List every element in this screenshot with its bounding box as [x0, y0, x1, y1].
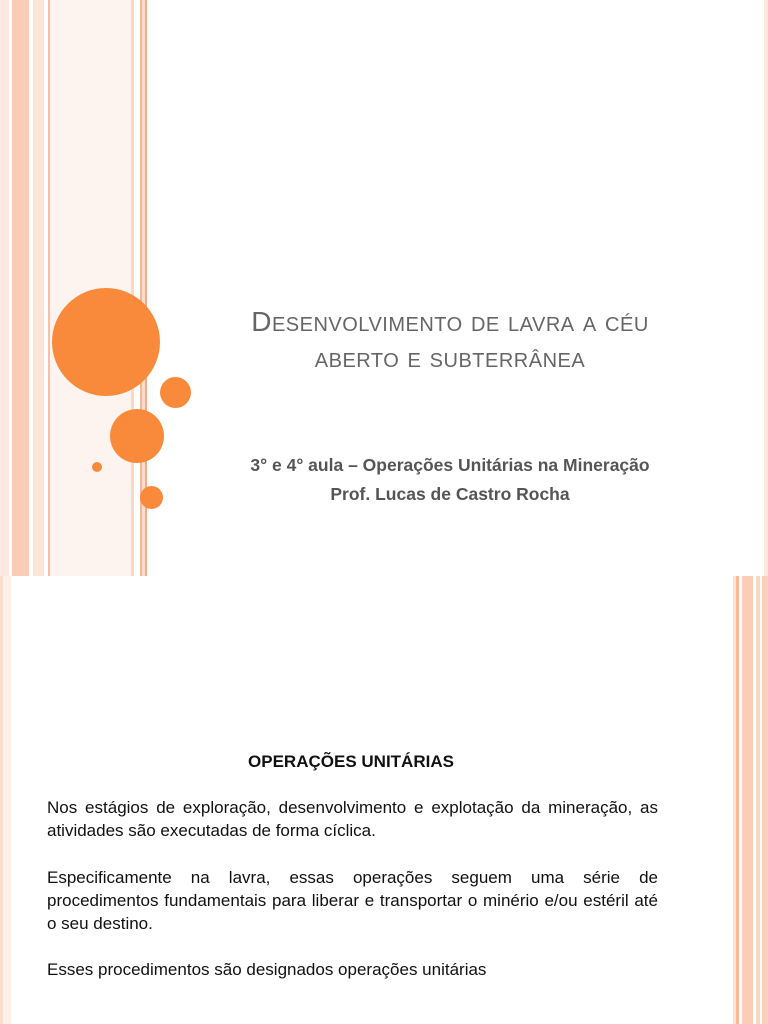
decorative-stripe	[762, 576, 768, 1024]
small-circle	[140, 486, 163, 509]
title-line: aberto e subterrânea	[314, 342, 586, 373]
decorative-stripe	[0, 0, 9, 576]
paragraph: Nos estágios de exploração, desenvolvimento e explotação da mineração, as atividades são executadas de forma cíclica.	[47, 798, 658, 840]
decorative-stripe	[3, 576, 11, 1024]
decorative-stripe	[742, 576, 753, 1024]
decorative-stripe	[764, 0, 768, 576]
decorative-stripe	[33, 0, 44, 576]
medium-circle	[110, 409, 164, 463]
decorative-stripe	[12, 0, 29, 576]
large-circle	[52, 288, 160, 396]
section-heading: OPERAÇÕES UNITÁRIAS	[248, 752, 454, 771]
decorative-stripe	[50, 0, 131, 576]
title-line: Desenvolvimento de lavra a céu	[251, 306, 649, 337]
slide-subtitle	[200, 451, 700, 509]
subtitle-line: 3° e 4° aula – Operações Unitárias na Mineração	[250, 455, 650, 475]
author-line: Prof. Lucas de Castro Rocha	[330, 484, 570, 504]
tiny-circle	[92, 462, 102, 472]
paragraph: Especificamente na lavra, essas operações seguem uma série de procedimentos fundamentais para liberar e transportar o minério e/ou estéril até o seu destino.	[47, 868, 658, 933]
slide-title	[200, 304, 700, 376]
small-circle	[160, 377, 191, 408]
paragraph: Esses procedimentos são designados operações unitárias	[47, 960, 487, 979]
content-slide	[0, 576, 768, 1024]
